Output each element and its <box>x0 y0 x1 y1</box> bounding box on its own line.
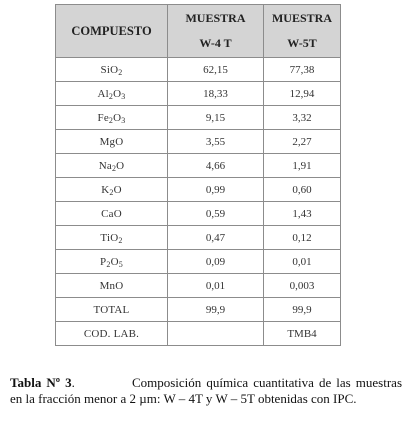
compound-cell <box>56 322 168 346</box>
compound-subscript: 2 <box>109 187 114 197</box>
compound-subscript: 2 <box>111 163 117 173</box>
w5t-value-cell: 99,9 <box>264 298 341 322</box>
header-w5t-line1: MUESTRA <box>271 11 332 25</box>
compound-text: Fe <box>97 111 109 124</box>
w5t-value-cell: 0,60 <box>264 178 341 202</box>
composition-table <box>55 4 341 346</box>
table-row <box>56 154 341 178</box>
compound-cell <box>56 154 168 178</box>
table-row <box>56 58 341 82</box>
caption-label: Tabla Nº 3 <box>10 375 72 390</box>
w5t-value-cell: 77,38 <box>264 58 341 82</box>
w4t-value-cell: 4,66 <box>168 154 264 178</box>
compound-text: O <box>110 63 119 76</box>
table-row <box>56 82 341 106</box>
caption-label-suffix: . <box>71 375 75 390</box>
compound-cell <box>56 82 168 106</box>
compound-subscript: 2 <box>118 67 123 77</box>
w4t-value-cell: 0,01 <box>168 274 264 298</box>
compound-text: P <box>100 255 107 268</box>
compound-text: Na <box>98 159 112 172</box>
compound-subscript: 2 <box>106 259 111 269</box>
compound-text: O <box>116 159 125 172</box>
table-row <box>56 322 341 346</box>
w4t-value-cell: 0,47 <box>168 226 264 250</box>
compound-cell <box>56 202 168 226</box>
w4t-value-cell: 0,09 <box>168 250 264 274</box>
compound-text: CaO <box>101 207 122 220</box>
w4t-value-cell: 99,9 <box>168 298 264 322</box>
w4t-value-cell: 62,15 <box>168 58 264 82</box>
compound-subscript: 2 <box>108 115 114 125</box>
table-row <box>56 250 341 274</box>
w4t-value-cell: 0,99 <box>168 178 264 202</box>
table-row <box>56 178 341 202</box>
w4t-value-cell: 0,59 <box>168 202 264 226</box>
compound-text: O <box>113 183 122 196</box>
w5t-value-cell: 3,32 <box>264 106 341 130</box>
header-w4t-line1: MUESTRA <box>185 11 246 25</box>
w5t-value-cell: 0,003 <box>264 274 341 298</box>
w4t-value-cell: 18,33 <box>168 82 264 106</box>
w5t-value-cell: 2,27 <box>264 130 341 154</box>
compound-text: O <box>113 87 122 100</box>
compound-subscript: 3 <box>121 115 126 125</box>
compound-text: TOTAL <box>93 303 130 316</box>
table-row <box>56 226 341 250</box>
compound-subscript: 2 <box>118 235 123 245</box>
compound-cell <box>56 250 168 274</box>
caption-text: Composición química cuantitativa de las muestras en la fracción menor a 2 µm: W – 4T y W – 5T obtenidas con IPC. <box>10 375 403 406</box>
compound-cell <box>56 106 168 130</box>
compound-cell <box>56 130 168 154</box>
w5t-value-cell: 1,91 <box>264 154 341 178</box>
table-header-row <box>56 5 341 58</box>
header-compuesto: COMPUESTO <box>56 5 168 58</box>
compound-cell <box>56 226 168 250</box>
compound-subscript: 5 <box>118 259 123 269</box>
w5t-value-cell: 1,43 <box>264 202 341 226</box>
w5t-value-cell: 0,01 <box>264 250 341 274</box>
compound-cell <box>56 178 168 202</box>
w5t-value-cell: 0,12 <box>264 226 341 250</box>
w5t-value-cell: 12,94 <box>264 82 341 106</box>
compound-cell <box>56 58 168 82</box>
table-row <box>56 130 341 154</box>
header-w4t-line2: W-4 T <box>199 36 232 50</box>
compound-text: O <box>113 111 122 124</box>
table-row <box>56 106 341 130</box>
w5t-value-cell: TMB4 <box>264 322 341 346</box>
w4t-value-cell: 3,55 <box>168 130 264 154</box>
compound-cell <box>56 298 168 322</box>
compound-cell <box>56 274 168 298</box>
table-caption <box>10 375 402 407</box>
compound-text: MgO <box>99 135 124 148</box>
compound-text: Si <box>100 63 111 76</box>
compound-text: MnO <box>99 279 124 292</box>
w4t-value-cell: 9,15 <box>168 106 264 130</box>
compound-text: TiO <box>100 231 119 244</box>
table-row <box>56 298 341 322</box>
table-row <box>56 274 341 298</box>
compound-text: Al <box>97 87 109 100</box>
compound-text: COD. LAB. <box>83 327 140 340</box>
compound-text: O <box>110 255 119 268</box>
header-w5t-line2: W-5T <box>287 36 317 50</box>
w4t-value-cell <box>168 322 264 346</box>
header-muestra-w4t <box>168 5 264 58</box>
compound-subscript: 3 <box>121 91 126 101</box>
table-row <box>56 202 341 226</box>
header-muestra-w5t <box>264 5 341 58</box>
compound-text: K <box>101 183 110 196</box>
compound-subscript: 2 <box>108 91 114 101</box>
